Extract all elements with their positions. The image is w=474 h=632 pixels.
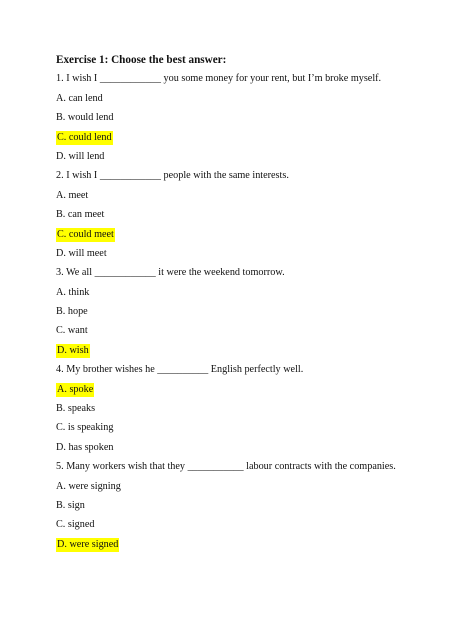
answer-option-highlighted (56, 131, 456, 150)
answer-option (56, 286, 456, 305)
answer-option-highlighted (56, 538, 456, 557)
answer-option-text: B. speaks (56, 403, 96, 415)
answer-option-text: B. hope (56, 306, 88, 318)
exercise-document (56, 53, 456, 557)
answer-option (56, 499, 456, 518)
answer-option-text: C. is speaking (56, 422, 114, 434)
answer-option (56, 305, 456, 324)
answer-option (56, 189, 456, 208)
answer-option-text: C. could meet (57, 228, 114, 240)
answer-option (56, 247, 456, 266)
question-prompt: 3. We all ____________ it were the weekend tomorrow. (56, 267, 285, 279)
answer-option-text: B. can meet (56, 209, 105, 221)
question-list (56, 72, 456, 557)
question-prompt: 1. I wish I ____________ you some money for your rent, but I’m broke myself. (56, 73, 382, 85)
answer-option (56, 421, 456, 440)
answer-option (56, 150, 456, 169)
answer-option-text: C. could lend (57, 131, 112, 143)
answer-option (56, 518, 456, 537)
answer-option-text: C. signed (56, 519, 95, 531)
answer-option (56, 111, 456, 130)
question-prompt: 5. Many workers wish that they ___________ labour contracts with the companies. (56, 461, 396, 473)
answer-option-text: D. has spoken (56, 441, 114, 453)
answer-option-text: A. can lend (56, 92, 103, 104)
answer-option (56, 402, 456, 421)
answer-option-text: A. meet (56, 189, 89, 201)
answer-option-text: D. wish (57, 344, 89, 356)
answer-option (56, 324, 456, 343)
answer-option-text: C. want (56, 325, 88, 337)
question-prompt: 2. I wish I ____________ people with the same interests. (56, 170, 289, 182)
answer-option-text: A. spoke (57, 383, 94, 395)
answer-option-highlighted (56, 228, 456, 247)
answer-option-highlighted (56, 344, 456, 363)
answer-option (56, 92, 456, 111)
answer-option (56, 208, 456, 227)
answer-option-text: D. were signed (57, 538, 119, 550)
answer-option-text: A. were signing (56, 480, 121, 492)
answer-option (56, 441, 456, 460)
answer-option-text: D. will lend (56, 150, 105, 162)
answer-option-text: A. think (56, 286, 90, 298)
exercise-title: Exercise 1: Choose the best answer: (56, 54, 227, 66)
answer-option (56, 480, 456, 499)
answer-option-text: B. would lend (56, 112, 114, 124)
answer-option-highlighted (56, 383, 456, 402)
question-prompt: 4. My brother wishes he __________ English perfectly well. (56, 364, 304, 376)
answer-option-text: B. sign (56, 499, 85, 511)
answer-option-text: D. will meet (56, 247, 107, 259)
